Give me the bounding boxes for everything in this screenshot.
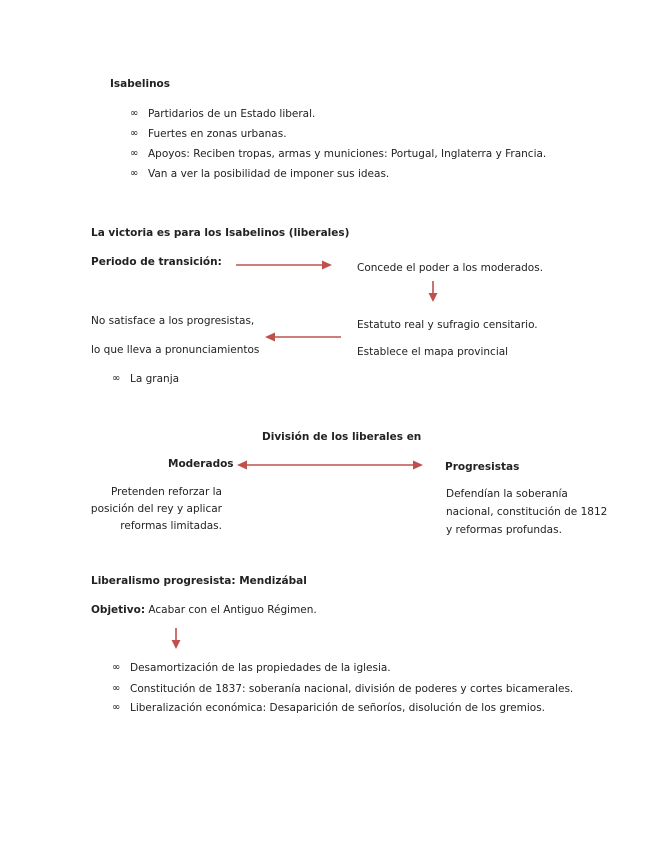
- bullet-icon: ∞: [112, 662, 121, 673]
- list-item: Van a ver la posibilidad de imponer sus ideas.: [148, 168, 390, 180]
- list-item: Constitución de 1837: soberanía nacional, división de poderes y cortes bicamerales.: [130, 683, 574, 695]
- objetivo-text: Acabar con el Antiguo Régimen.: [148, 604, 317, 616]
- bullet-icon: ∞: [112, 373, 121, 384]
- down-arrow-icon: [427, 281, 439, 305]
- double-arrow-icon: [237, 459, 427, 471]
- list-item: Desamortización de las propiedades de la iglesia.: [130, 662, 391, 674]
- victoria-heading: La victoria es para los Isabelinos (liberales): [91, 227, 350, 239]
- moderados-label: Moderados: [168, 458, 234, 470]
- moderados-desc-line: posición del rey y aplicar: [90, 503, 222, 515]
- moderados-desc-line: reformas limitadas.: [120, 520, 222, 532]
- list-item: Partidarios de un Estado liberal.: [148, 108, 316, 120]
- left-arrow-icon: [265, 331, 345, 343]
- progresistas-desc-line: Defendían la soberanía: [446, 488, 568, 500]
- division-heading: División de los liberales en: [262, 431, 422, 443]
- bullet-icon: ∞: [130, 108, 139, 119]
- periodo-label: Periodo de transición:: [91, 256, 222, 268]
- right-arrow-icon: [236, 259, 336, 271]
- concede-text: Concede el poder a los moderados.: [357, 262, 544, 274]
- bullet-icon: ∞: [112, 702, 121, 713]
- list-item: Apoyos: Reciben tropas, armas y municiones: Portugal, Inglaterra y Francia.: [148, 148, 547, 160]
- estatuto-text: Estatuto real y sufragio censitario.: [357, 319, 538, 331]
- moderados-desc-line: Pretenden reforzar la: [111, 486, 222, 498]
- progresistas-desc-line: y reformas profundas.: [446, 524, 562, 536]
- objetivo-label: Objetivo:: [91, 604, 146, 616]
- bullet-icon: ∞: [130, 148, 139, 159]
- bullet-icon: ∞: [130, 168, 139, 179]
- no-satisface-text: No satisface a los progresistas,: [91, 315, 255, 327]
- bullet-icon: ∞: [130, 128, 139, 139]
- isabelinos-heading: Isabelinos: [110, 78, 171, 90]
- mendizabal-heading: Liberalismo progresista: Mendizábal: [91, 575, 307, 587]
- mapa-text: Establece el mapa provincial: [357, 346, 509, 358]
- pronunciamientos-text: lo que lleva a pronunciamientos: [91, 344, 260, 356]
- progresistas-desc-line: nacional, constitución de 1812: [446, 506, 608, 518]
- objetivo-line: [91, 604, 317, 616]
- granja-text: La granja: [130, 373, 180, 385]
- list-item: Liberalización económica: Desaparición de señoríos, disolución de los gremios.: [130, 702, 546, 714]
- list-item: Fuertes en zonas urbanas.: [148, 128, 287, 140]
- progresistas-label: Progresistas: [445, 461, 520, 473]
- down-arrow-icon: [170, 628, 182, 652]
- bullet-icon: ∞: [112, 683, 121, 694]
